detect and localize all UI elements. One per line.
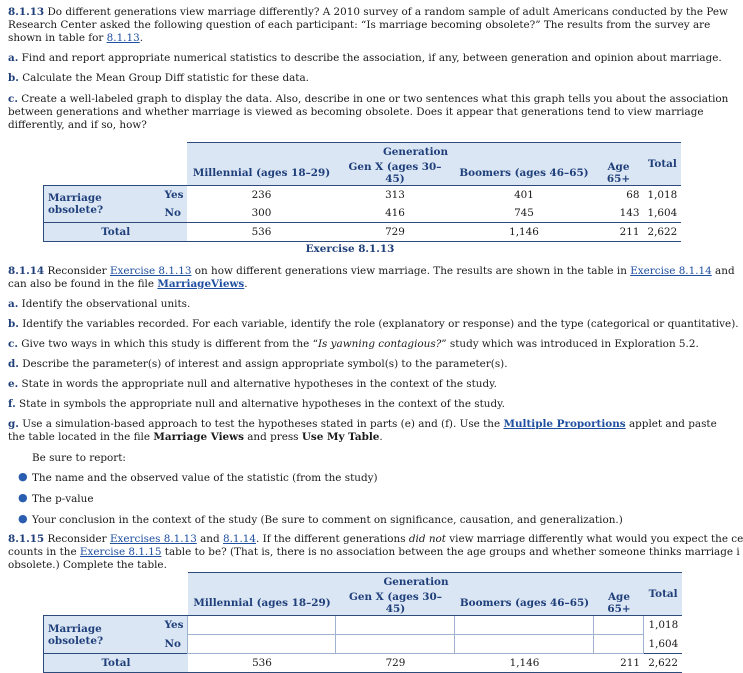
cell-total-genx: 729 [336,654,455,673]
cell-total-65plus: 211 [593,223,643,242]
exercise-link[interactable]: Exercise 8.1.15 [79,546,162,558]
blank-cell-yes-65plus[interactable] [594,616,644,635]
part-c: c. Give two ways in which this study is different from the “Is yawning contagious?” study which was introduced in Exploration 5.2. [8,338,699,350]
cell-total-millennial: 536 [187,223,335,242]
part-g-line1: g. Use a simulation-based approach to test the hypotheses stated in parts (e) and (f). Use the Multiple Proportions applet and paste [8,418,717,430]
col-genx: Gen X (ages 30–45) [336,591,455,616]
report-heading: Be sure to report: [32,452,126,464]
ex-8-1-13-line3: shown in table for 8.1.13. [8,32,144,44]
col-65plus: Age 65+ [593,161,643,186]
no-label: No [161,204,188,223]
ex-8-1-15-line3: obsolete.) Complete the table. [8,559,167,571]
cell-no-genx: 416 [385,207,405,219]
part-c-line1: c. Create a well-labeled graph to display the data. Also, describe in one or two sentences what this graph tells you about the association [8,93,729,105]
cell-no-boomers: 745 [514,207,534,219]
blank-cell-no-65plus[interactable] [594,635,644,654]
cell-total-genx: 729 [335,223,454,242]
exercise-link[interactable]: 8.1.14 [222,533,257,545]
marriageviews-link[interactable]: MarriageViews [157,278,245,290]
yes-label: Yes [161,616,188,635]
col-boomers: Boomers (ages 46–65) [454,161,593,186]
report-bullet-2: The p-value [32,493,94,505]
blank-cell-yes-genx[interactable] [336,616,455,635]
exercise-link[interactable]: Exercises 8.1.13 [109,533,197,545]
ex-8-1-15-line1: 8.1.15 Reconsider Exercises 8.1.13 and 8.1.14. If the different generations did not view marriage differently what would you expect the ce [8,533,743,545]
part-f: f. State in symbols the appropriate null and alternative hypotheses in the context of the study. [8,398,505,410]
col-boomers: Boomers (ages 46–65) [455,591,594,616]
part-a: a. Find and report appropriate numerical statistics to describe the association, if any, between generation and opinion about marriage. [8,52,722,64]
cell-no-65plus: 143 [619,207,640,219]
cell-no-total: 1,604 [648,637,679,650]
part-a: a. Identify the observational units. [8,298,191,310]
exercise-link[interactable]: Exercise 8.1.13 [109,265,192,277]
part-g-line2: the table located in the file Marriage Views and press Use My Table. [8,431,383,443]
report-bullet-1: The name and the observed value of the statistic (from the study) [32,472,378,484]
part-c-line2: between generations and whether marriage is viewed as becoming obsolete. Does it appear that generations tend to view marriage [8,106,704,118]
generation-header: Generation [188,573,644,592]
bullet-icon: ● [18,491,28,504]
cell-total-millennial: 536 [188,654,336,673]
total-row-label: Total [44,223,188,242]
cell-total-total: 2,622 [644,654,682,673]
total-header: Total [643,143,681,186]
blank-cell-no-boomers[interactable] [455,635,594,654]
cell-no-millennial: 300 [251,207,272,219]
bullet-icon: ● [18,470,28,483]
exercise-number: 8.1.15 [8,533,45,545]
col-genx: Gen X (ages 30–45) [335,161,454,186]
cell-yes-total: 1,018 [648,619,679,632]
blank-cell-no-millennial[interactable] [188,635,336,654]
marriage-table-observed [43,142,681,242]
col-millennial: Millennial (ages 18–29) [187,161,335,186]
ex-8-1-14-line2: can also be found in the file MarriageViews. [8,278,248,290]
report-bullet-3: Your conclusion in the context of the study (Be sure to comment on significance, causation, and generalization.) [32,514,623,526]
cell-yes-millennial: 236 [251,189,272,201]
part-d: d. Describe the parameter(s) of interest and assign appropriate symbol(s) to the parameter(s). [8,358,508,370]
cell-total-boomers: 1,146 [455,654,594,673]
exercise-number: 8.1.13 [8,6,45,18]
cell-yes-genx: 313 [385,189,405,201]
blank-cell-no-genx[interactable] [336,635,455,654]
part-b: b. Identify the variables recorded. For each variable, identify the role (explanatory or response) and the type (categorical or quantitative). [8,318,739,330]
total-header: Total [644,573,682,616]
part-b: b. Calculate the Mean Group Diff statistic for these data. [8,72,309,84]
ex-8-1-14-line1: 8.1.14 Reconsider Exercise 8.1.13 on how different generations view marriage. The results are shown in the table in Exercise 8.1.14 and [8,265,735,277]
blank-cell-yes-millennial[interactable] [188,616,336,635]
cell-total-65plus: 211 [594,654,644,673]
marriage-table-expected [43,572,682,673]
cell-yes-65plus: 68 [626,189,640,201]
total-row-label: Total [44,654,188,673]
ex-8-1-13-line2: Research Center asked the following question of each participant: “Is marriage becoming obsolete?” The results from the survey are [8,19,711,31]
blank-cell-yes-boomers[interactable] [455,616,594,635]
yes-label: Yes [161,186,188,205]
table-link[interactable]: 8.1.13 [106,32,140,44]
row-group-label: Marriage obsolete? [44,616,161,654]
col-millennial: Millennial (ages 18–29) [188,591,336,616]
cell-total-total: 2,622 [643,223,681,242]
cell-yes-boomers: 401 [514,189,534,201]
table-caption: Exercise 8.1.13 [305,243,395,255]
part-c-line3: differently, and if so, how? [8,119,147,131]
exercise-number: 8.1.14 [8,265,45,277]
cell-yes-total: 1,018 [647,189,678,201]
multiple-proportions-link[interactable]: Multiple Proportions [503,418,626,430]
ex-8-1-13-line1: 8.1.13 Do different generations view marriage differently? A 2010 survey of a random sample of adult Americans conducted by the Pew [8,6,728,18]
ex-8-1-15-line2: counts in the Exercise 8.1.15 table to be? (That is, there is no association between the age groups and whether someone thinks marriage i [8,546,740,558]
cell-no-total: 1,604 [647,207,678,219]
bullet-icon: ● [18,512,28,525]
part-e: e. State in words the appropriate null and alternative hypotheses in the context of the study. [8,378,497,390]
row-group-label: Marriage obsolete? [44,186,161,223]
exercise-link[interactable]: Exercise 8.1.14 [630,265,712,277]
no-label: No [161,635,188,654]
generation-header: Generation [187,143,643,162]
cell-total-boomers: 1,146 [454,223,593,242]
col-65plus: Age 65+ [594,591,644,616]
